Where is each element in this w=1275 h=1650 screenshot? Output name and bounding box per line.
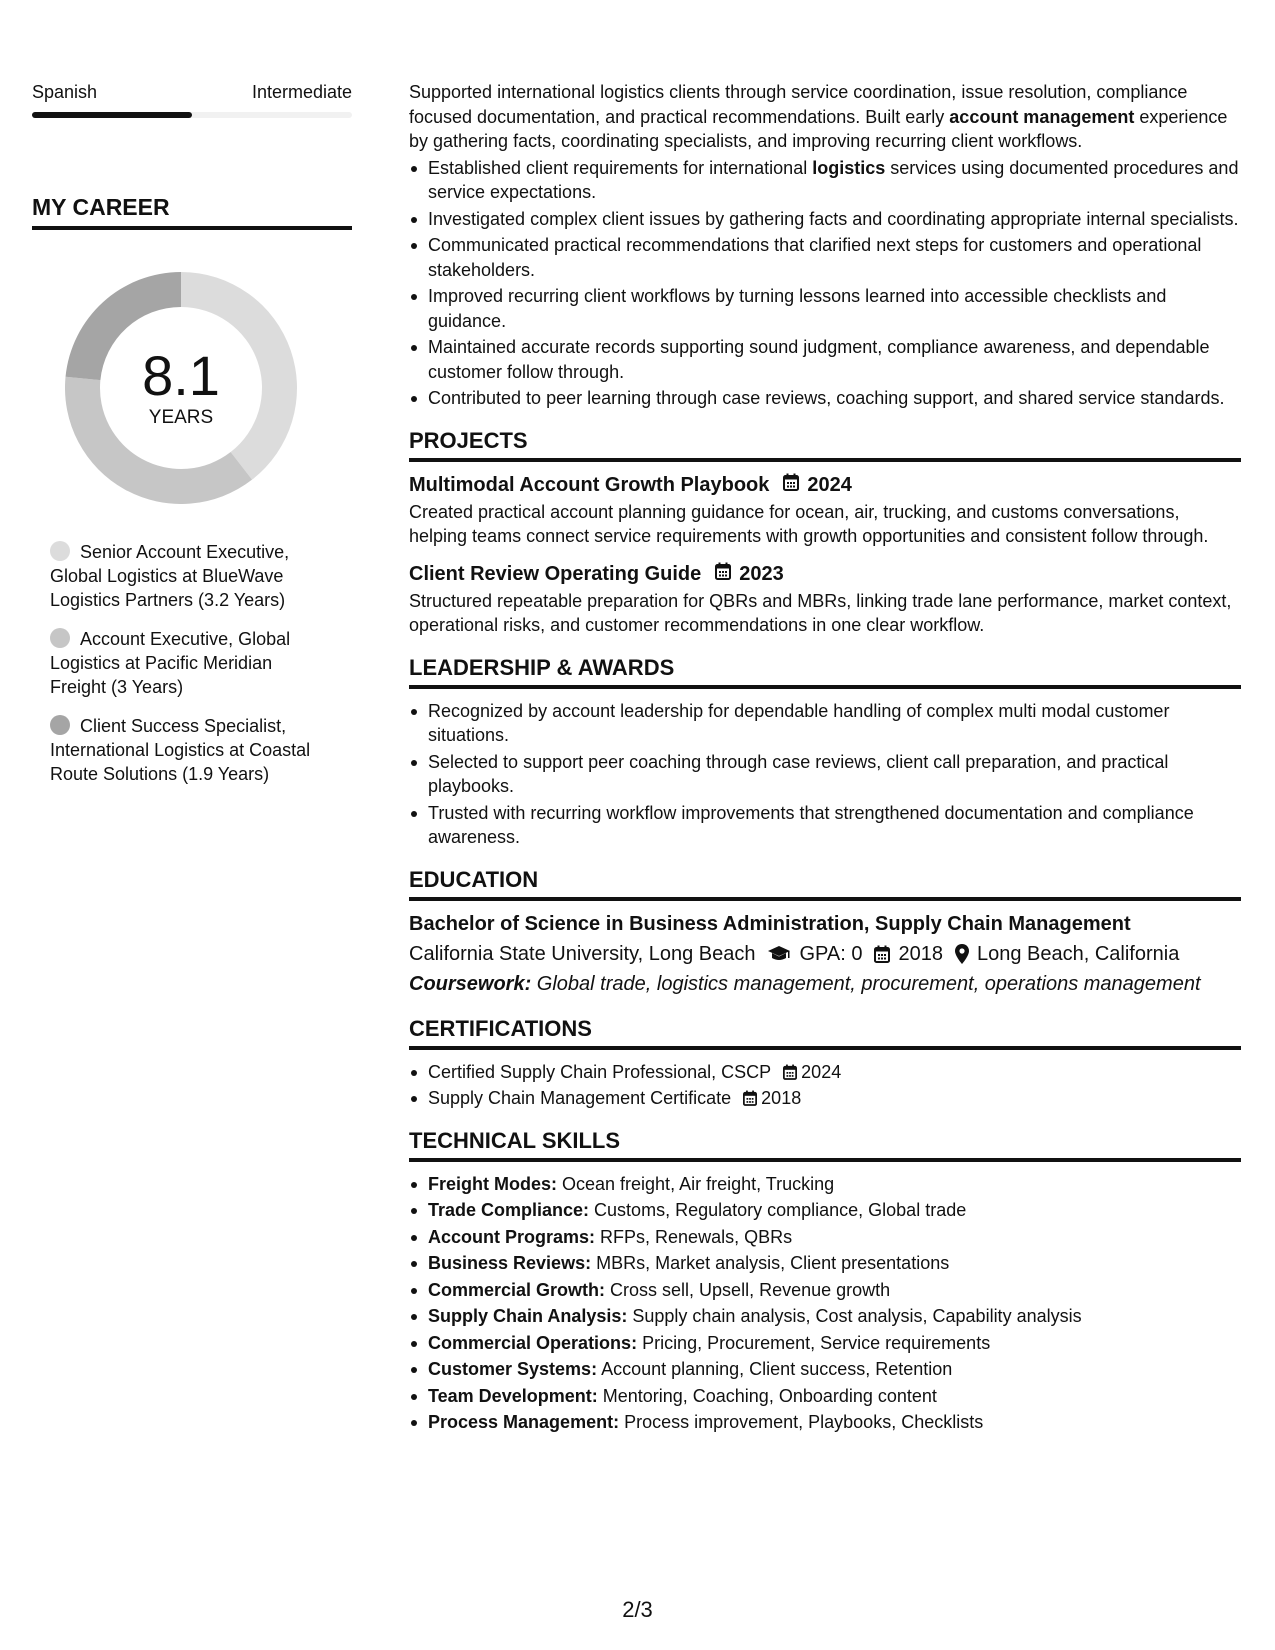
skill-value: RFPs, Renewals, QBRs <box>595 1226 793 1247</box>
skill-label: Freight Modes: <box>428 1173 557 1194</box>
certification-name: Supply Chain Management Certificate <box>428 1088 732 1108</box>
skill-value: MBRs, Market analysis, Client presentations <box>591 1253 950 1273</box>
skill-label: Commercial Growth: <box>428 1279 606 1300</box>
language-name: Spanish <box>32 82 98 102</box>
experience-bullets <box>409 156 1241 411</box>
career-role-text: Account Executive, Global Logistics at Pacific Meridian Freight (3 Years) <box>50 629 291 697</box>
skill-label: Commercial Operations: <box>428 1332 638 1353</box>
legend-dot-icon <box>50 541 70 561</box>
project-description: Created practical account planning guidance for ocean, air, trucking, and customs conversations, helping teams connect service requirements with growth opportunities and consistent follow through. <box>409 501 1209 546</box>
skill-value: Mentoring, Coaching, Onboarding content <box>597 1385 937 1406</box>
project-name: Client Review Operating Guide <box>409 562 702 585</box>
skill-label: Team Development: <box>428 1385 598 1406</box>
education-year: 2018 <box>898 942 943 965</box>
career-role-text: Senior Account Executive, Global Logistics at BlueWave Logistics Partners (3.2 Years) <box>50 542 290 610</box>
skill-value: Pricing, Procurement, Service requirements <box>637 1332 991 1353</box>
skill-value: Customs, Regulatory compliance, Global trade <box>589 1200 967 1220</box>
certifications-list <box>409 1060 1241 1111</box>
certification-item <box>409 1086 1241 1111</box>
experience-summary <box>409 80 1241 154</box>
skill-item <box>409 1384 1241 1409</box>
experience-bullet: Contributed to peer learning through case reviews, coaching support, and shared service standards. <box>409 386 1241 411</box>
language-proficiency-fill <box>32 112 192 118</box>
leadership-section-title: LEADERSHIP & AWARDS <box>409 654 1241 689</box>
experience-bullet <box>409 156 1241 205</box>
skill-label: Customer Systems: <box>428 1359 598 1379</box>
skill-value: Process improvement, Playbooks, Checklists <box>619 1412 984 1432</box>
skill-item <box>409 1198 1241 1223</box>
sidebar <box>32 80 352 801</box>
career-legend-item <box>50 714 320 786</box>
summary-text: Supported international logistics clients through service coordination, issue resolution, compliance focused documentation, and practical recommendations. Built early <box>409 82 1188 127</box>
skill-item <box>409 1251 1241 1276</box>
language-proficiency-bar <box>32 112 352 118</box>
education-meta <box>409 939 1241 969</box>
skill-item <box>409 1331 1241 1356</box>
experience-bullet: Improved recurring client workflows by turning lessons learned into accessible checklists and guidance. <box>409 284 1241 333</box>
page-number: 2/3 <box>622 1597 653 1622</box>
language-level: Intermediate <box>251 82 352 102</box>
project-description: Structured repeatable preparation for QBRs and MBRs, linking trade lane performance, market context, operational risks, and customer recommendations in one clear workflow. <box>409 590 1232 635</box>
career-legend-item <box>50 540 320 612</box>
bullet-keyword: logistics <box>812 157 886 178</box>
project-year: 2023 <box>739 562 784 585</box>
summary-keyword: account management <box>949 106 1135 127</box>
skill-item <box>409 1304 1241 1329</box>
skill-value: Ocean freight, Air freight, Trucking <box>557 1173 835 1194</box>
career-total-unit: YEARS <box>148 407 214 428</box>
calendar-icon <box>715 561 731 587</box>
map-pin-icon <box>955 944 969 964</box>
skill-item <box>409 1357 1241 1382</box>
main-content <box>409 80 1241 1437</box>
education-coursework <box>409 969 1241 999</box>
certifications-section-title: CERTIFICATIONS <box>409 1015 1241 1050</box>
education-degree: Bachelor of Science in Business Administration, Supply Chain Management <box>409 912 1131 935</box>
skills-list <box>409 1172 1241 1435</box>
career-total-years: 8.1 <box>142 344 220 407</box>
legend-dot-icon <box>50 628 70 648</box>
certification-name: Certified Supply Chain Professional, CSCP <box>428 1061 772 1082</box>
coursework-text: Global trade, logistics management, procurement, operations management <box>531 972 1201 995</box>
calendar-icon <box>783 1064 797 1080</box>
education-school: California State University, Long Beach <box>409 942 756 965</box>
project-item <box>409 472 1241 549</box>
education-section-title: EDUCATION <box>409 866 1241 901</box>
calendar-icon <box>783 472 799 498</box>
career-donut-chart <box>65 272 297 504</box>
skill-item <box>409 1278 1241 1303</box>
skill-label: Trade Compliance: <box>428 1200 590 1220</box>
experience-bullet: Maintained accurate records supporting sound judgment, compliance awareness, and dependable customer follow through. <box>409 335 1241 384</box>
career-role-text: Client Success Specialist, International Logistics at Coastal Route Solutions (1.9 Years) <box>50 716 311 784</box>
experience-bullet: Investigated complex client issues by gathering facts and coordinating appropriate internal specialists. <box>409 207 1241 232</box>
skill-item <box>409 1410 1241 1435</box>
career-legend-item <box>50 627 320 699</box>
graduation-cap-icon <box>767 945 791 963</box>
skill-label: Account Programs: <box>428 1226 596 1247</box>
calendar-icon <box>874 945 890 963</box>
skill-item <box>409 1172 1241 1197</box>
leadership-list <box>409 699 1241 850</box>
summary-text: experience by gathering facts, coordinating specialists, and improving recurring client workflows. <box>409 106 1228 151</box>
leadership-item: Selected to support peer coaching through case reviews, client call preparation, and practical playbooks. <box>409 750 1241 799</box>
skill-label: Supply Chain Analysis: <box>428 1306 628 1326</box>
career-section-title: MY CAREER <box>32 194 352 230</box>
certification-year: 2018 <box>761 1088 802 1108</box>
language-row <box>32 80 352 104</box>
donut-center <box>65 272 297 504</box>
bullet-text: Established client requirements for international <box>428 157 813 178</box>
skill-label: Process Management: <box>428 1412 620 1432</box>
skills-section-title: TECHNICAL SKILLS <box>409 1127 1241 1162</box>
experience-bullet: Communicated practical recommendations that clarified next steps for customers and operational stakeholders. <box>409 233 1241 282</box>
skill-value: Account planning, Client success, Retention <box>597 1359 953 1379</box>
education-location: Long Beach, California <box>976 942 1180 965</box>
certification-item <box>409 1060 1241 1085</box>
education-gpa: GPA: 0 <box>799 942 863 965</box>
bullet-text: services using documented procedures and service expectations. <box>428 157 1239 202</box>
career-legend <box>50 540 320 786</box>
coursework-label: Coursework: <box>409 972 532 995</box>
project-item <box>409 561 1241 638</box>
leadership-item: Trusted with recurring workflow improvements that strengthened documentation and compliance awareness. <box>409 801 1241 850</box>
calendar-icon <box>743 1090 757 1106</box>
leadership-item: Recognized by account leadership for dependable handling of complex multi modal customer situations. <box>409 699 1241 748</box>
certification-year: 2024 <box>801 1061 842 1082</box>
project-name: Multimodal Account Growth Playbook <box>409 473 770 496</box>
legend-dot-icon <box>50 715 70 735</box>
skill-label: Business Reviews: <box>428 1253 592 1273</box>
skill-value: Cross sell, Upsell, Revenue growth <box>605 1279 891 1300</box>
projects-section-title: PROJECTS <box>409 427 1241 462</box>
skill-item <box>409 1225 1241 1250</box>
project-year: 2024 <box>807 473 852 496</box>
skill-value: Supply chain analysis, Cost analysis, Capability analysis <box>627 1306 1082 1326</box>
